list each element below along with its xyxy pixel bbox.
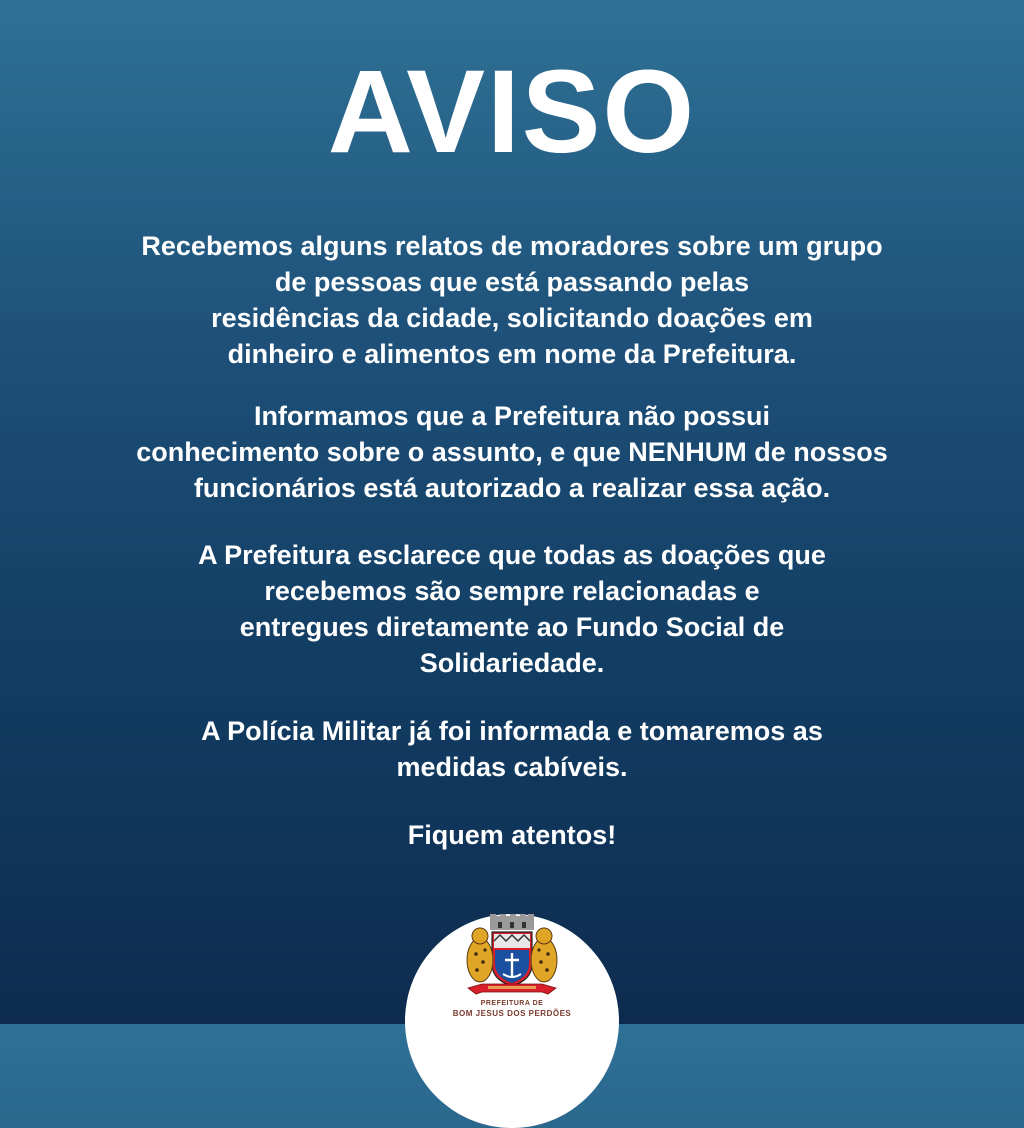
- crown-icon: [490, 914, 534, 930]
- text-line: de pessoas que está passando pelas: [274, 267, 750, 297]
- text-line: recebemos são sempre relacionadas e: [264, 576, 760, 606]
- shield-icon: [492, 932, 532, 986]
- text-line: medidas cabíveis.: [396, 752, 628, 782]
- notice-paragraph-closing: [0, 817, 1024, 853]
- text-line: A Polícia Militar já foi informada e tomaremos as: [201, 716, 823, 746]
- notice-paragraph-police: [0, 713, 1024, 785]
- ribbon-icon: [468, 984, 556, 994]
- logo-caption-line1: PREFEITURA DE: [480, 1000, 544, 1007]
- text-line: Informamos que a Prefeitura não possui: [253, 401, 771, 431]
- notice-title: AVISO: [327, 46, 697, 178]
- text-line: Solidariedade.: [419, 648, 605, 678]
- notice-paragraph-donations: [0, 537, 1024, 681]
- text-line: A Prefeitura esclarece que todas as doações que: [198, 540, 826, 570]
- text-line: entregues diretamente ao Fundo Social de: [239, 612, 785, 642]
- city-crest-icon: [458, 914, 566, 1000]
- logo-caption-line2: BOM JESUS DOS PERDÕES: [452, 1009, 572, 1018]
- text-line: dinheiro e alimentos em nome da Prefeitura.: [227, 339, 797, 369]
- jaguar-left-icon: [467, 928, 493, 982]
- text-line: Fiquem atentos!: [407, 820, 617, 850]
- jaguar-right-icon: [531, 928, 557, 982]
- text-line: Recebemos alguns relatos de moradores sobre um grupo: [141, 231, 883, 261]
- notice-paragraph-unauthorized: [0, 398, 1024, 506]
- text-line: conhecimento sobre o assunto, e que NENHUM de nossos: [136, 437, 888, 467]
- text-line: funcionários está autorizado a realizar essa ação.: [193, 473, 831, 503]
- text-line: residências da cidade, solicitando doações em: [211, 303, 813, 333]
- notice-paragraph-reports: [0, 228, 1024, 372]
